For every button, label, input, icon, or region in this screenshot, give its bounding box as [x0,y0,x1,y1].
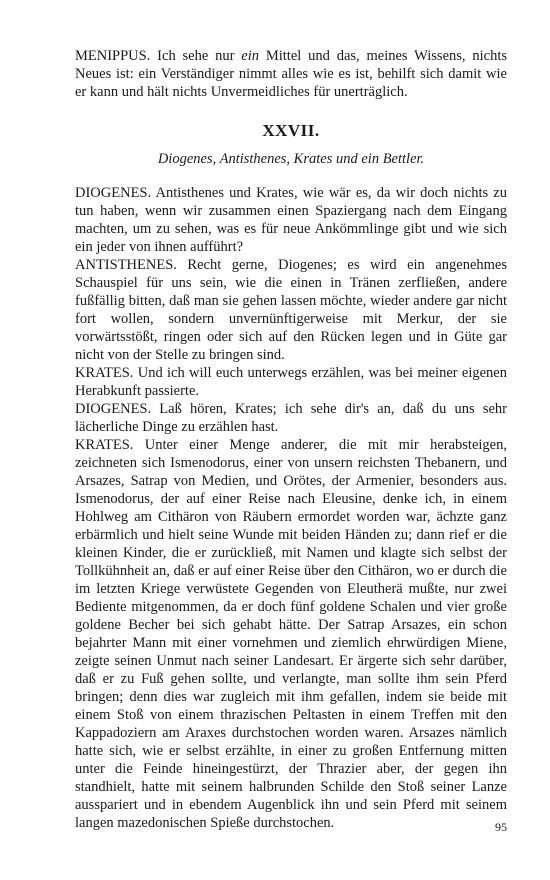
speech-text: Laß hören, Krates; ich sehe dir's an, daß du uns sehr lächerliche Dinge zu erzählen hast. [75,401,507,435]
dialogue-entry [75,364,507,400]
speech-text: Ich sehe nur [150,48,242,64]
dialogue-entry [75,256,507,364]
dialogue-body [75,184,507,832]
page-number: 95 [495,820,507,834]
emphasized-word: ein [241,48,260,64]
speech-text: Recht gerne, Diogenes; es wird ein angenehmes Schauspiel für uns sein, wie die einen in Tränen zerfließen, andere fußfällig bitten, daß man sie gehen lassen möchte, wieder andere gar nicht fort wollen, sondern unvernünftigerweise mit Merkur, der sie vorwärtsstößt, ringen oder sich auf den Rücken legen und in Güte gar nicht von der Stelle zu bringen sind. [75,257,507,363]
speaker-name: DIOGENES. [75,185,152,201]
speech-text: Und ich will euch unterwegs erzählen, was bei meiner eigenen Herabkunft passierte. [75,365,507,399]
speaker-name: KRATES. [75,437,134,453]
section-number: XXVII. [262,121,320,140]
dialogue-entry [75,184,507,256]
speech-text: Mittel und das, meines Wissens, nichts Neues ist: ein Verständiger nimmt alles wie es ist, behilft sich damit wie er kann und hält nichts Unvermeidliches für unerträglich. [75,48,507,100]
speaker-name: MENIPPUS. [75,48,151,64]
intro-paragraph [75,47,507,101]
speaker-name: KRATES. [75,365,134,381]
intro-speech [75,47,507,101]
speaker-name: DIOGENES. [75,401,152,417]
dialogue-entry [75,400,507,436]
speech-text: Unter einer Menge anderer, die mit mir herabsteigen, zeichneten sich Ismenodorus, einer von unsern reichsten Thebanern, und Arsazes, Satrap von Medien, und Orötes, der Armenier, besonders aus. Ismenodorus, der auf einer Reise nach Eleusine, denke ich, in einem Hohlweg am Cithäron von Räubern ermordet worden war, ächzte ganz erbärmlich und hielt seine Wunde mit beiden Händen zu; dann rief er die kleinen Kinder, die er zurückließ, mit Namen und klagte sich selbst der Tollkühnheit an, daß er auf einer Reise über den Cithäron, wo er durch die im letzten Kriege verwüstete Gegenden von Eleutherä mußte, nur zwei Bediente mitgenommen, da er doch fünf goldene Schalen und vier große goldene Becher bei sich gehabt hätte. Der Satrap Arsazes, ein schon bejahrter Mann mit einer vornehmen und ziemlich ehrwürdigen Miene, zeigte seinen Unmut nach seiner Landesart. Er ärgerte sich sehr darüber, daß er zu Fuß gehen sollte, und verlangte, man sollte ihm sein Pferd bringen; denn dies war zugleich mit ihm gefallen, indem sie beide mit einem Stoß von einem thrazischen Peltasten in einem Treffen mit den Kappadoziern am Araxes durchstochen worden waren. Arsazes nämlich hatte sich, wie er selbst erzählte, in einer zu großen Entfernung mitten unter die Feinde hineingestürzt, der Thrazier aber, der gegen ihn standhielt, hatte mit seinem halbrunden Schilde den Stoß seiner Lanze ausspariert und in ebendem Augenblick ihn und sein Pferd mit seinem langen mazedonischen Spieße durchstochen. [75,437,507,831]
speech-text: Antisthenes und Krates, wie wär es, da wir doch nichts zu tun haben, wenn wir zusammen einen Spaziergang nach dem Eingang machten, um zu sehen, was es für neue Ankömmlinge gibt und wie sich ein jeder von ihnen aufführt? [75,185,507,255]
dialogue-entry [75,436,507,832]
speaker-name: ANTISTHENES. [75,257,177,273]
section-subtitle: Diogenes, Antisthenes, Krates und ein Bettler. [157,151,425,167]
